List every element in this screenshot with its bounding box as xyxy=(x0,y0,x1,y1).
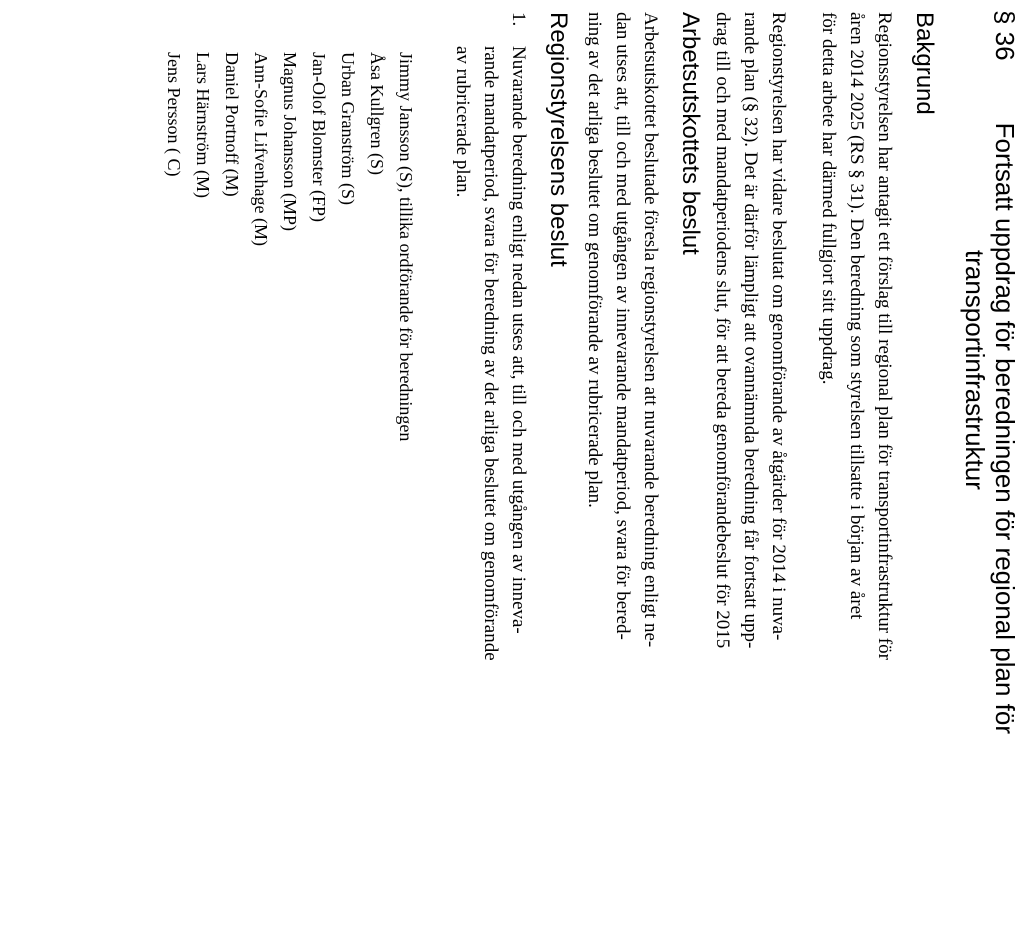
decision-item-number: 1. xyxy=(508,12,529,27)
decision-list-item xyxy=(448,12,532,927)
member-list xyxy=(159,52,420,441)
member-name: Urban Granström (S) xyxy=(338,52,358,205)
heading-bakgrund: Bakgrund xyxy=(911,12,938,115)
bakgrund-paragraph-1: Regionsstyrelsen har antagit ett förslag till regional plan för transportinfrastruktur för åren 2014 2025 (RS § 31). Den beredning som styrelsen tillsatte i början av året för detta arbete har därmed fullgjort sitt uppdrag. xyxy=(818,12,895,660)
heading-regionstyrelsens-beslut: Regionstyrelsens beslut xyxy=(545,12,572,267)
section-title xyxy=(960,10,1020,930)
bakgrund-paragraph-2: Regionstyrelsen har vidare beslutat om genomförande av åtgärder för 2014 i nuva- rande plan (§ 32). Det är därför lämpligt att ovannämnda beredning får fortsatt upp- drag till och med mandatperiodens slut, för att bereda genomförandebeslut för 2015 xyxy=(712,12,789,649)
member-name: Jimmy Jansson (S), tillika ordförande för beredningen xyxy=(396,52,416,442)
member-name: Jan-Olof Blomster (FP) xyxy=(309,52,329,222)
section-title-line-1: § 36Fortsatt uppdrag för beredningen för regional plan för xyxy=(990,10,1020,734)
member-name: Ann-Sofie Lifvenhage (M) xyxy=(251,52,271,246)
member-name: Lars Härnström (M) xyxy=(193,52,213,198)
member-name: Magnus Johansson (MP) xyxy=(280,52,300,232)
member-name: Åsa Kullgren (S) xyxy=(367,52,387,175)
section-number: § 36 xyxy=(990,10,1020,61)
arbetsutskott-paragraph: Arbetsutskottet beslutade föresla regionstyrelsen att nuvarande beredning enligt ne- dan utses att, till och med utgången av innevarande mandatperiod, svara för bered- ning av det arliga beslutet om genomförande av rubricerade plan. xyxy=(584,12,661,648)
member-name: Jens Persson ( C) xyxy=(164,52,184,177)
member-name: Daniel Portnoff (M) xyxy=(222,52,242,197)
section-title-line-2: transportinfrastruktur xyxy=(960,250,990,490)
heading-arbetsutskottets-beslut: Arbetsutskottets beslut xyxy=(677,12,704,255)
decision-item-text: Nuvarande beredning enligt nedan utses att, till och med utgången av inneva- rande mandatperiod, svara för beredning av det arliga beslutet om genomförande av rubricerade plan. xyxy=(452,46,529,661)
